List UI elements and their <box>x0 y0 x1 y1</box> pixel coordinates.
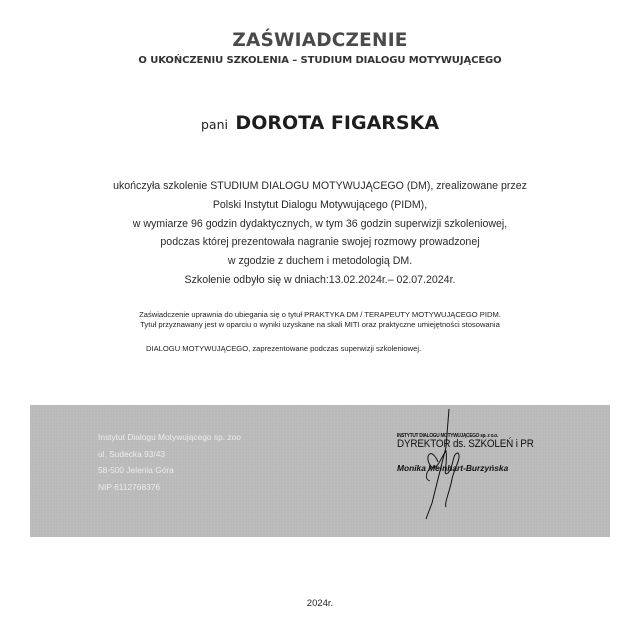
note-line: Tytuł przyznawany jest w oparciu o wyniki uzyskane na skali MITI oraz praktyczne umiejętności stosowania <box>140 320 500 329</box>
note-continuation: DIALOGU MOTYWUJĄCEGO, zaprezentowane podczas superwizji szkoleniowej. <box>146 344 422 353</box>
body-line: ukończyła szkolenie STUDIUM DIALOGU MOTYWUJĄCEGO (DM), zrealizowane przez <box>113 180 527 192</box>
certificate-subtitle: O UKOŃCZENIU SZKOLENIA – STUDIUM DIALOGU MOTYWUJĄCEGO <box>138 55 502 66</box>
recipient-prefix: pani <box>200 117 228 132</box>
company-city: 58-500 Jelenia Góra <box>98 465 174 475</box>
stamp-role: DYREKTOR ds. SZKOLEŃ i PR <box>397 438 534 450</box>
company-nip: NIP 6112768376 <box>98 481 161 492</box>
body-line: Polski Instytut Dialogu Motywującego (PIDM), <box>212 198 428 211</box>
note-line: Zaświadczenie uprawnia do ubiegania się o tytuł PRAKTYKA DM / TERAPEUTY MOTYWUJĄCEGO PIDM. <box>139 310 501 319</box>
body-line: w zgodzie z duchem i metodologią DM. <box>227 255 413 268</box>
company-info <box>98 429 241 495</box>
body-line: podczas której prezentowała nagranie swojej rozmowy prowadzonej <box>160 236 480 249</box>
stamp-institution: INSTYTUT DIALOGU MOTYWUJĄCEGO sp. z o.o. <box>397 433 499 439</box>
recipient-name: DOROTA FIGARSKA <box>235 112 440 134</box>
certificate-body <box>0 177 640 290</box>
stamp-signer: Monika Meinhart-Burzyńska <box>397 463 509 473</box>
certificate-title: ZAŚWIADCZENIE <box>232 30 408 51</box>
footer-band <box>30 405 610 537</box>
company-street: ul. Sudecka 93/43 <box>98 448 166 459</box>
body-line: w wymiarze 96 godzin dydaktycznych, w tym 36 godzin superwizji szkoleniowej, <box>132 217 508 230</box>
director-stamp <box>397 433 577 473</box>
issue-date: 2024r. <box>306 598 334 609</box>
recipient <box>0 112 640 134</box>
entitlement-note <box>0 310 640 330</box>
body-line: Szkolenie odbyło się w dniach:13.02.2024r.– 02.07.2024r. <box>184 273 456 286</box>
company-name: Instytut Dialogu Motywującego sp. zoo <box>98 432 241 442</box>
